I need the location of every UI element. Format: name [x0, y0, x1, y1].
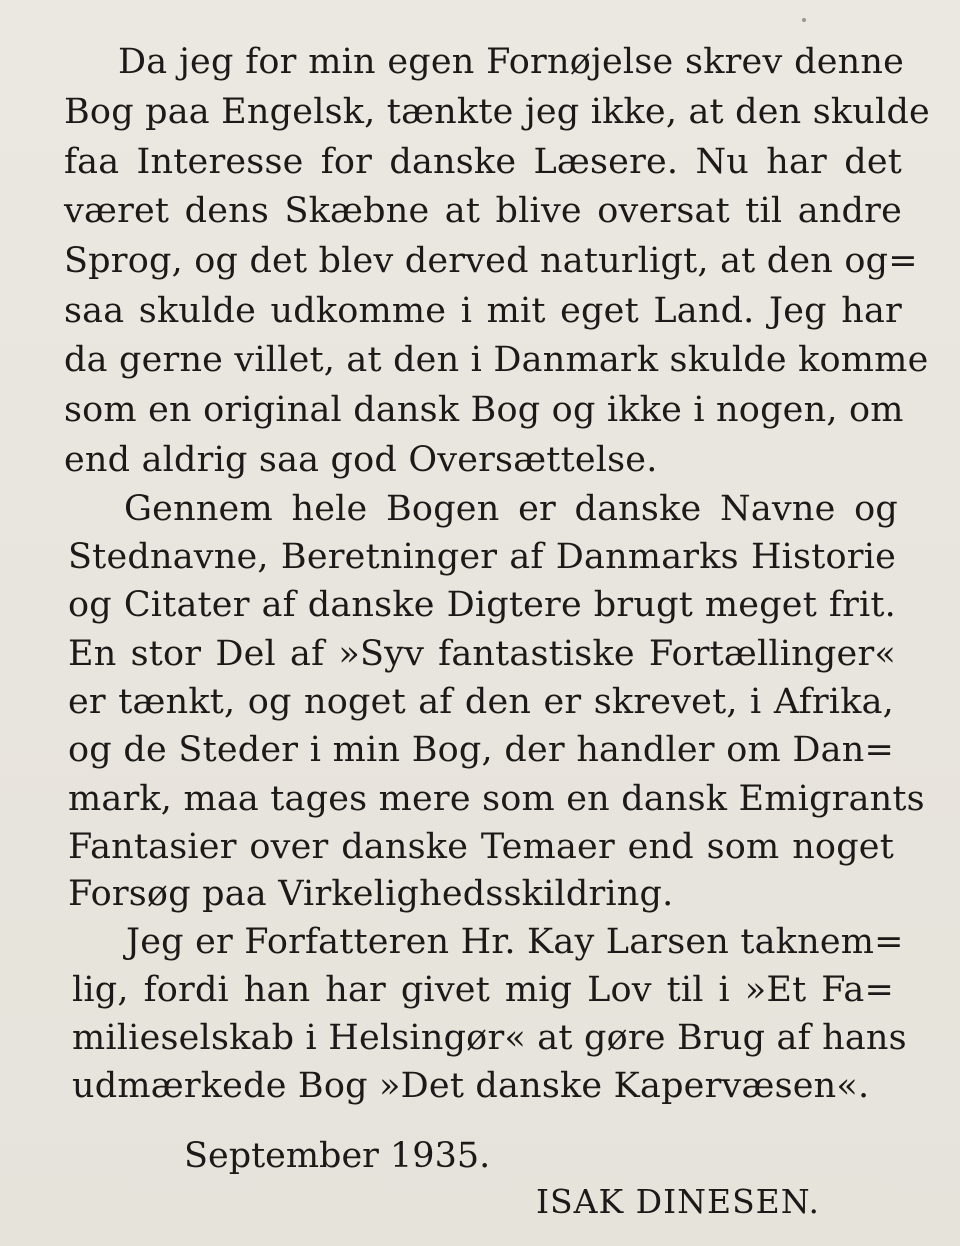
text-line: og de Steder i min Bog, der handler om Dan=: [68, 730, 894, 770]
text-line: været dens Skæbne at blive oversat til andre: [64, 191, 902, 231]
text-line: Sprog, og det blev derved naturligt, at den og=: [64, 241, 918, 281]
text-line: Da jeg for min egen Fornøjelse skrev denne: [118, 42, 904, 82]
text-line: end aldrig saa god Oversættelse.: [64, 440, 658, 480]
text-line: Bog paa Engelsk, tænkte jeg ikke, at den skulde: [64, 92, 930, 132]
text-line: da gerne villet, at den i Danmark skulde komme: [64, 340, 929, 380]
text-line: er tænkt, og noget af den er skrevet, i Afrika,: [68, 682, 894, 722]
text-line: Fantasier over danske Temaer end som noget: [68, 827, 894, 867]
text-line: Jeg er Forfatteren Hr. Kay Larsen taknem=: [126, 922, 904, 962]
author-signature: ISAK DINESEN.: [536, 1182, 821, 1221]
text-line: En stor Del af »Syv fantastiske Fortællinger«: [68, 634, 896, 674]
text-line: og Citater af danske Digtere brugt meget frit.: [68, 585, 896, 625]
text-line: milieselskab i Helsingør« at gøre Brug af hans: [72, 1018, 907, 1058]
text-line: Stednavne, Beretninger af Danmarks Historie: [68, 537, 896, 577]
text-line: udmærkede Bog »Det danske Kapervæsen«.: [72, 1066, 870, 1106]
text-line: Gennem hele Bogen er danske Navne og: [124, 489, 898, 529]
date-line: September 1935.: [184, 1136, 491, 1176]
paper-speck: [802, 18, 806, 22]
text-line: faa Interesse for danske Læsere. Nu har det: [64, 142, 902, 182]
text-line: Forsøg paa Virkelighedsskildring.: [68, 874, 674, 914]
text-line: saa skulde udkomme i mit eget Land. Jeg har: [64, 291, 902, 331]
text-line: som en original dansk Bog og ikke i nogen, om: [64, 390, 904, 430]
text-line: mark, maa tages mere som en dansk Emigrants: [68, 779, 925, 819]
text-line: lig, fordi han har givet mig Lov til i »Et Fa=: [72, 970, 894, 1010]
